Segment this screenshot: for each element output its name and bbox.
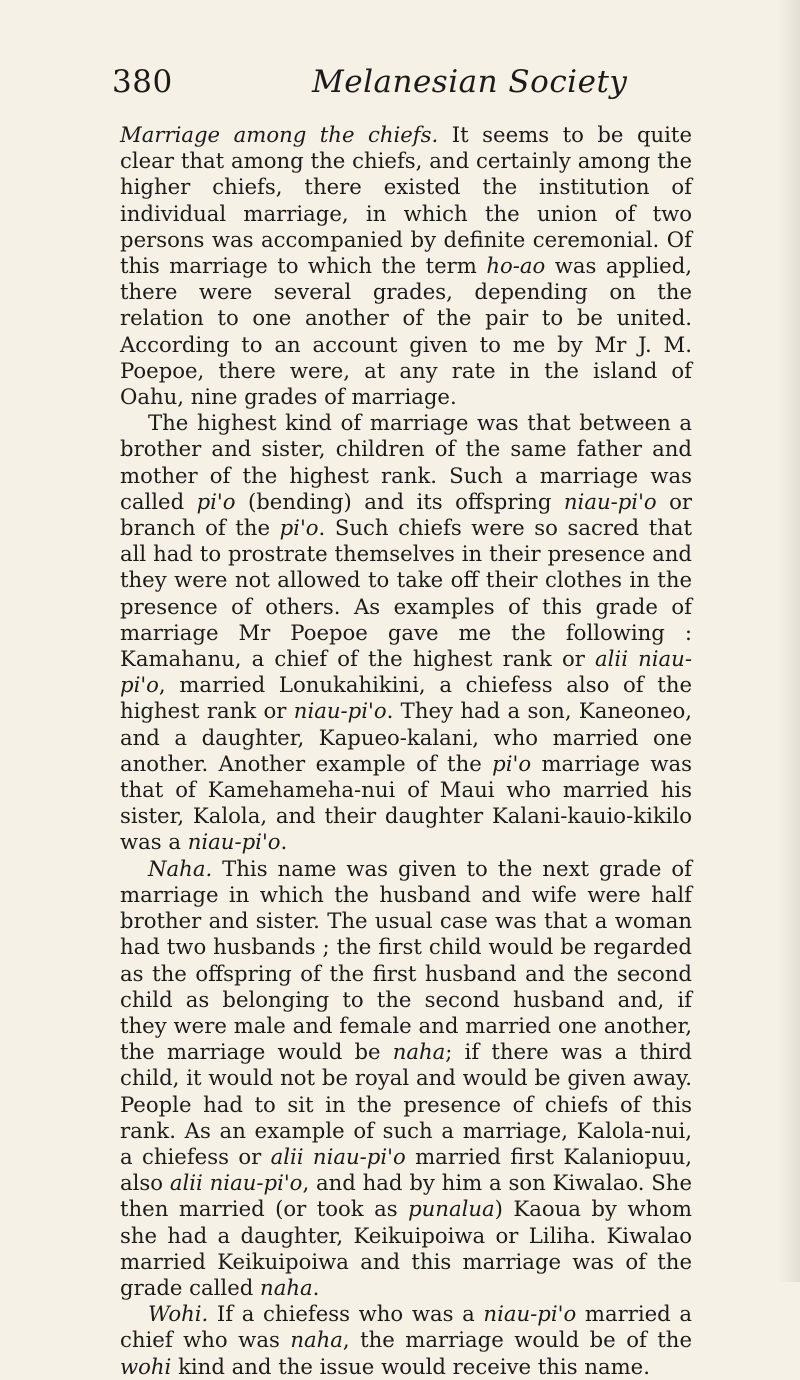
italic-term: pi'o: [492, 750, 532, 776]
text-run: This name was given to the next grade of marriage in which the husband and wife were half brother and sister. The usual case was that a woman had two husbands ; the first child would be regarded as the offspring of the first husband and the second child as belonging to the second husband and, if they were male and female and married one another, the marriage would be: [120, 855, 692, 1065]
text-run: . Such chiefs were so sacred that all had to prostrate themselves in their presence and they were not allowed to take off their clothes in the presence of others. As examples of this grade of marriage Mr Poepoe gave me the following : Kamahanu, a chief of the highest rank or: [120, 515, 692, 672]
text-run: , the marriage would be of the: [342, 1327, 692, 1353]
text-run: marriage was that of Kamehameha-nui of Maui who married his sister, Kalola, and their daughter Kalani-kauio-kikilo was a: [120, 750, 692, 855]
text-run: It seems to be quite clear that among the chiefs, and certainly among the higher chiefs, there existed the institution of individual marriage, in which the union of two persons was accompanied by definite ceremonial. Of this marriage to which the term: [120, 122, 692, 279]
page-header: [112, 62, 692, 108]
italic-term: pi'o: [196, 488, 236, 514]
text-run: , married Lonukahikini, a chiefess also of the highest rank or: [120, 672, 692, 724]
paragraph-heading: Marriage among the chiefs.: [120, 122, 439, 147]
paragraph-heading: Wohi.: [148, 1301, 209, 1327]
text-run: . They had a son, Kaneoneo, and a daughter, Kapueo-kalani, who married one another. Another example of the: [120, 698, 692, 776]
text-run: was applied, there were several grades, depending on the relation to one another of the pair to be united. According to an account given to me by Mr J. M. Poepoe, there were, at any rate in the island of Oahu, nine grades of marriage.: [120, 253, 692, 410]
italic-term: naha: [290, 1327, 343, 1353]
text-run: married first Kalaniopuu, also: [120, 1143, 692, 1196]
italic-term: niau-pi'o: [563, 488, 657, 514]
italic-term: alii niau-pi'o: [120, 646, 692, 698]
italic-term: alii niau-pi'o: [270, 1143, 406, 1169]
italic-term: naha: [260, 1274, 313, 1300]
paragraph: [120, 122, 692, 410]
text-run: married a chief who was: [120, 1301, 692, 1353]
text-run: kind and the issue would receive this name.: [171, 1353, 650, 1379]
running-title: Melanesian Society: [312, 64, 628, 100]
text-run: If a chiefess who was a: [208, 1301, 484, 1327]
text-run: ; if there was a third child, it would not be royal and would be given away. People had to sit in the presence of chiefs of this rank. As an example of such a marriage, Kalola-nui, a chiefess or: [120, 1039, 692, 1169]
text-run: (bending) and its offspring: [235, 488, 564, 514]
page-number: 380: [112, 64, 173, 100]
paragraph: [120, 1301, 692, 1380]
page-edge-shadow: [778, 0, 800, 1282]
text-run: ) Kaoua by whom she had a daughter, Keikuipoiwa or Liliha. Kiwalao married Keikuipoiwa and this marriage was of the grade called: [120, 1196, 692, 1300]
body-text: [120, 122, 692, 1380]
paragraph: [120, 410, 692, 855]
italic-term: niau-pi'o: [293, 698, 387, 724]
text-run: .: [312, 1274, 320, 1300]
text-run: The highest kind of marriage was that between a brother and sister, children of the same father and mother of the highest rank. Such a marriage was called: [120, 410, 692, 514]
italic-term: ho-ao: [486, 253, 546, 279]
italic-term: niau-pi'o: [483, 1301, 577, 1327]
italic-term: alii niau-pi'o: [169, 1170, 303, 1196]
text-run: .: [280, 829, 288, 855]
text-run: or branch of the: [120, 488, 692, 541]
italic-term: pi'o: [279, 515, 319, 541]
italic-term: naha: [392, 1039, 446, 1065]
paragraph-heading: Naha.: [148, 855, 213, 881]
text-run: , and had by him a son Kiwalao. She then married (or took as: [120, 1170, 692, 1222]
italic-term: wohi: [120, 1353, 172, 1379]
paragraph: [120, 856, 692, 1301]
italic-term: niau-pi'o: [187, 829, 281, 855]
italic-term: punalua: [408, 1196, 495, 1222]
